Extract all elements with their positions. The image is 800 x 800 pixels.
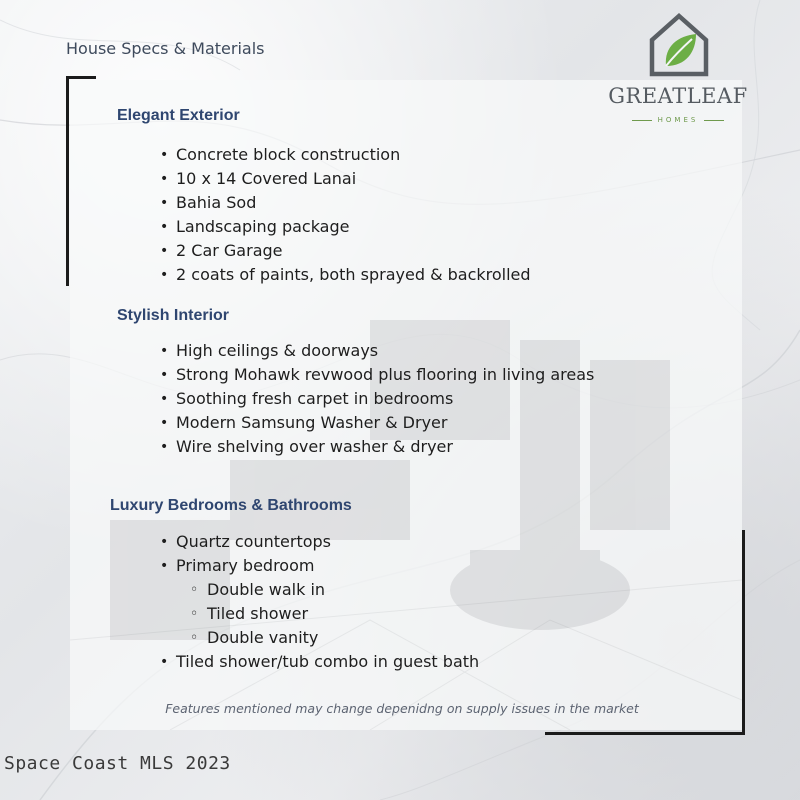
exterior-feature-list <box>160 143 531 287</box>
page-title: House Specs & Materials <box>66 39 265 58</box>
list-item: • 2 coats of paints, both sprayed & backrolled <box>160 263 531 287</box>
sub-list-item: ◦ Tiled shower <box>160 602 479 626</box>
interior-feature-list <box>160 339 594 459</box>
section-heading-interior: Stylish Interior <box>117 307 230 324</box>
list-item: • Soothing fresh carpet in bedrooms <box>160 387 594 411</box>
list-item: • Landscaping package <box>160 215 531 239</box>
list-item: • Wire shelving over washer & dryer <box>160 435 594 459</box>
sub-list-item: ◦ Double vanity <box>160 626 479 650</box>
section-heading-bedrooms-bathrooms: Luxury Bedrooms & Bathrooms <box>110 497 352 514</box>
house-leaf-icon <box>648 12 710 78</box>
mls-watermark: Space Coast MLS 2023 <box>4 753 231 774</box>
list-item: • Strong Mohawk revwood plus flooring in living areas <box>160 363 594 387</box>
logo-rule-left <box>632 120 652 121</box>
list-item: • Modern Samsung Washer & Dryer <box>160 411 594 435</box>
logo-tagline-row <box>622 114 734 126</box>
list-item: • Concrete block construction <box>160 143 531 167</box>
list-item: • 10 x 14 Covered Lanai <box>160 167 531 191</box>
list-item: • 2 Car Garage <box>160 239 531 263</box>
section-heading-exterior: Elegant Exterior <box>117 107 240 124</box>
bedrooms-feature-list <box>160 530 479 674</box>
list-item: • Bahia Sod <box>160 191 531 215</box>
frame-corner-top-left <box>66 76 96 286</box>
disclaimer-note: Features mentioned may change depenidng on supply issues in the market <box>165 701 639 716</box>
logo-wordmark: GREATLEAF <box>608 84 748 108</box>
greatleaf-logo <box>600 12 760 122</box>
logo-tagline: HOMES <box>657 116 699 124</box>
list-item: • Primary bedroom <box>160 554 479 578</box>
list-item: • High ceilings & doorways <box>160 339 594 363</box>
list-item: • Tiled shower/tub combo in guest bath <box>160 650 479 674</box>
sub-list-item: ◦ Double walk in <box>160 578 479 602</box>
logo-rule-right <box>704 120 724 121</box>
list-item: • Quartz countertops <box>160 530 479 554</box>
